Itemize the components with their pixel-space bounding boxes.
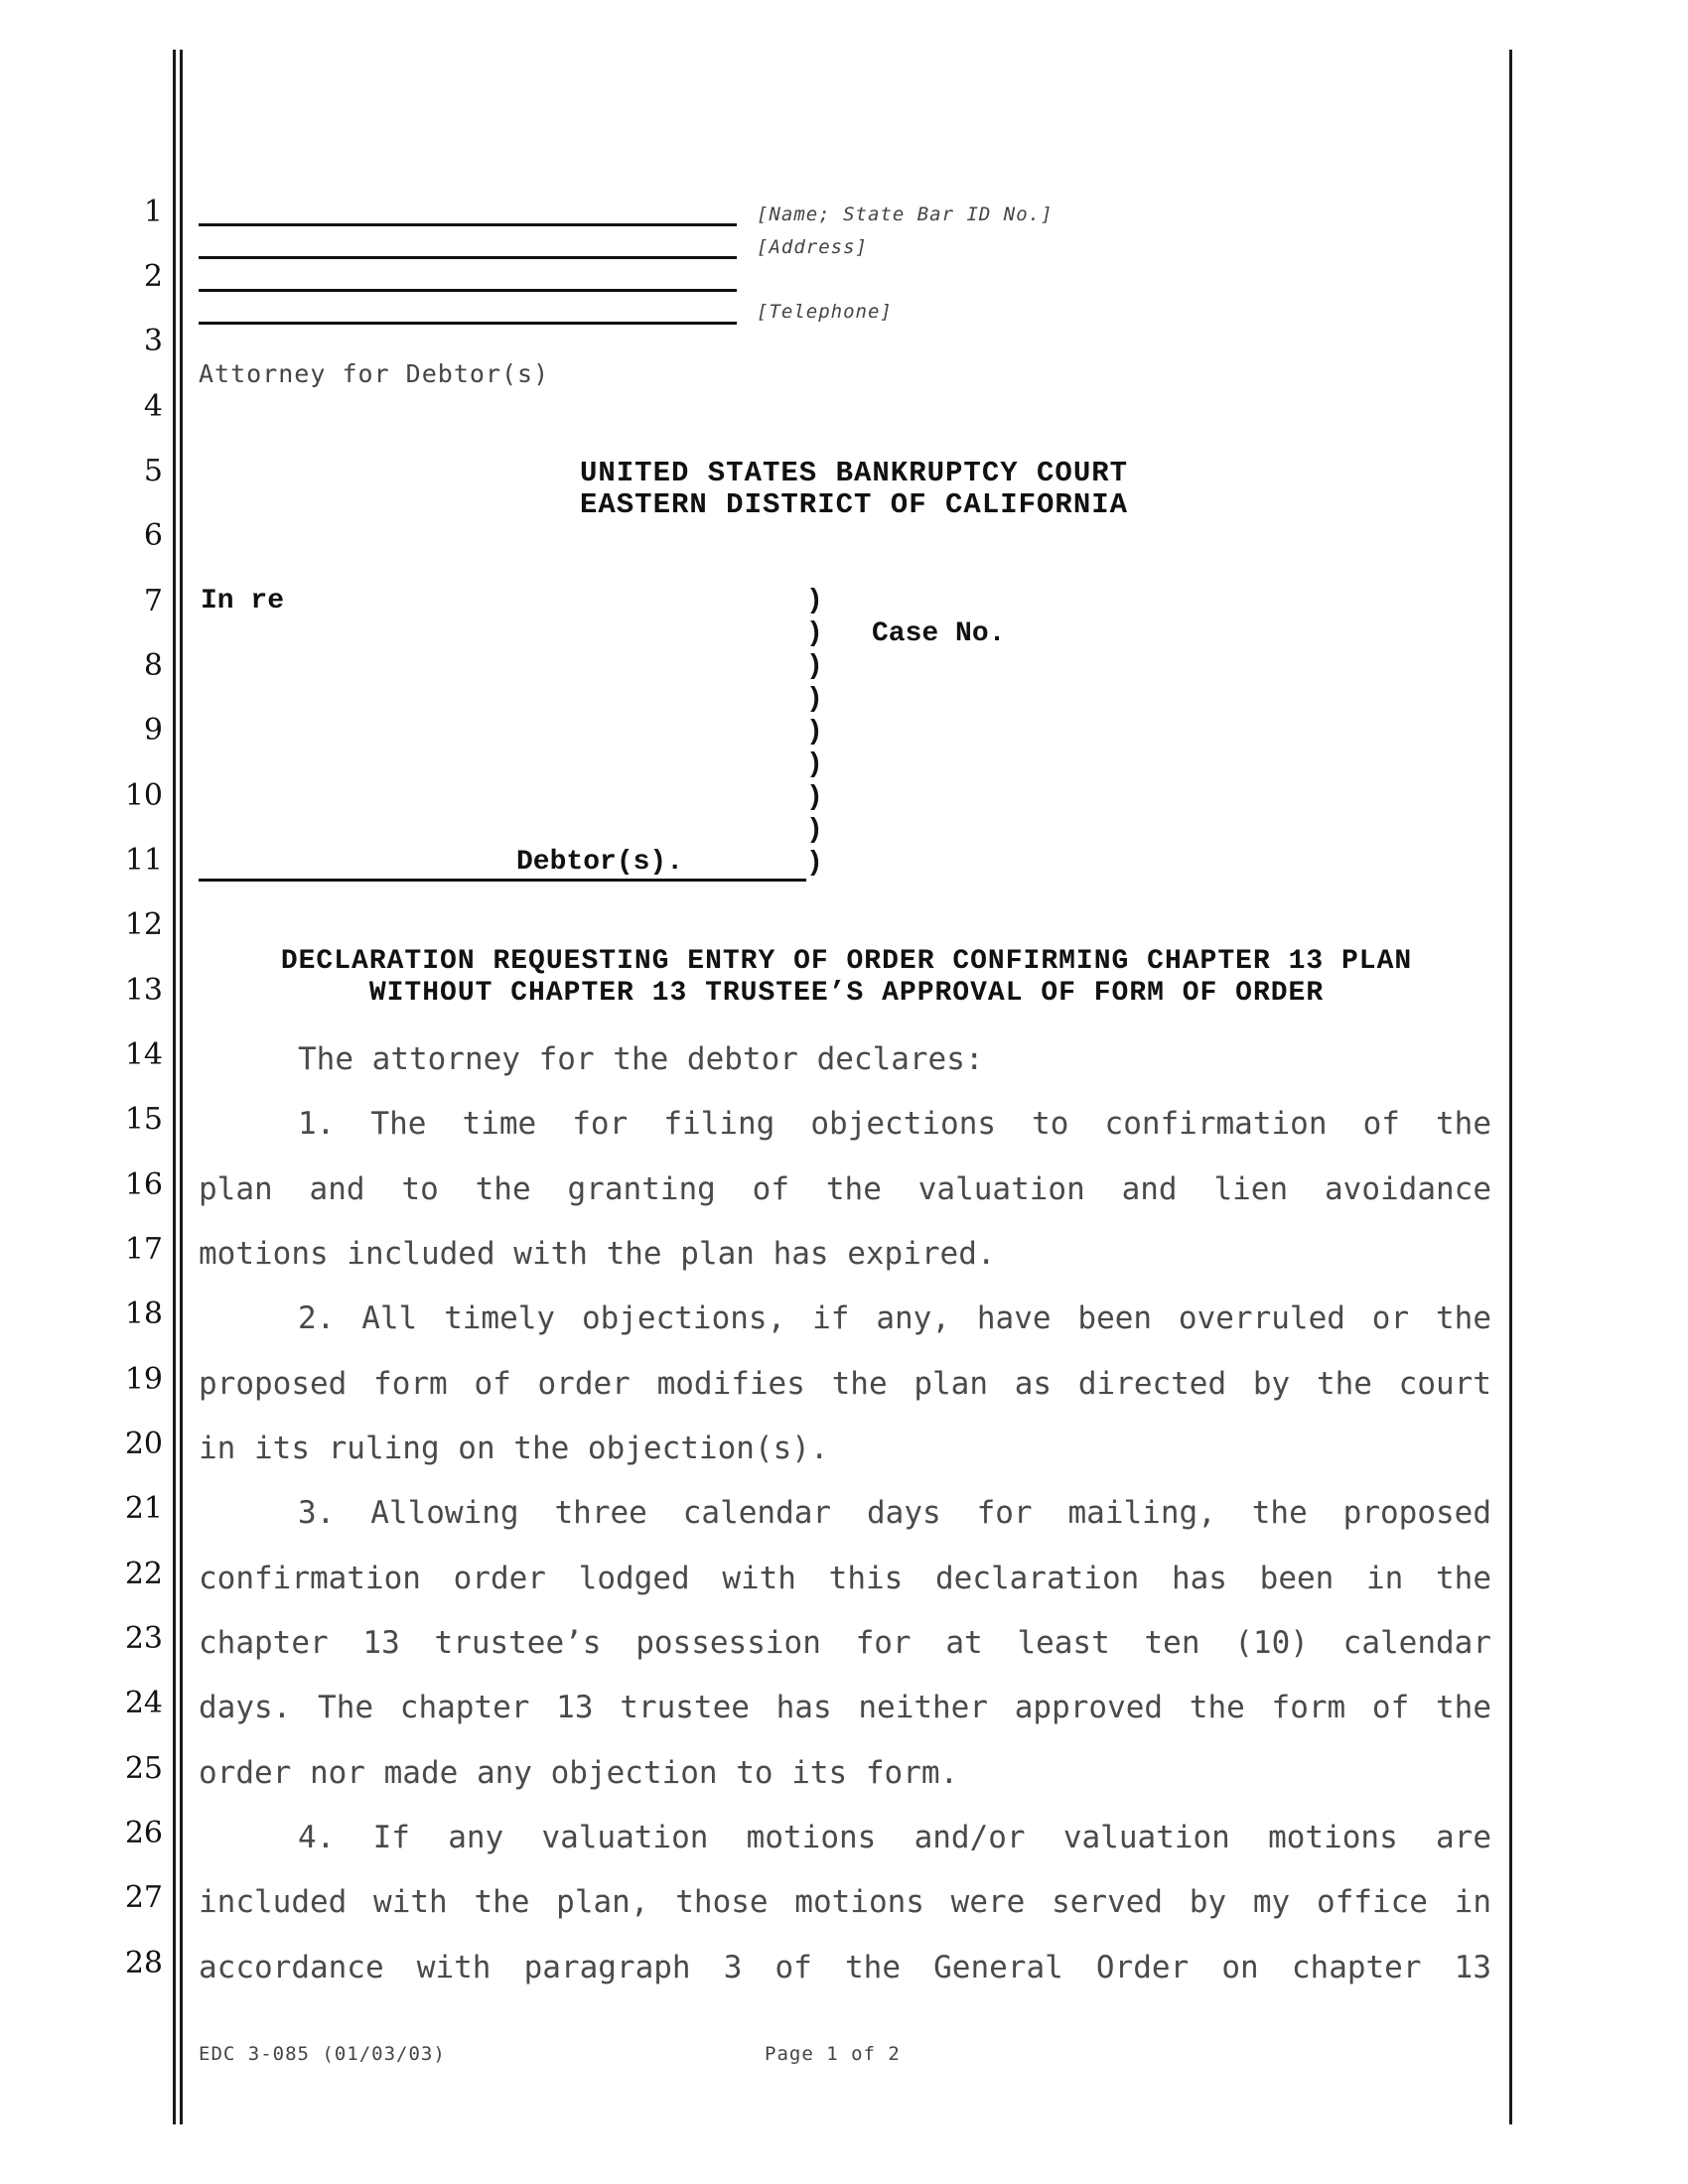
name-blank-line[interactable] xyxy=(199,223,737,226)
line-number: 1 xyxy=(143,195,163,229)
left-margin-line-inner xyxy=(180,50,183,2124)
address-blank-line-1[interactable] xyxy=(199,256,737,259)
document-title-line-1: DECLARATION REQUESTING ENTRY OF ORDER CONFIRMING CHAPTER 13 PLAN xyxy=(280,946,1413,977)
line-number: 2 xyxy=(143,259,163,294)
caption-paren: ) xyxy=(806,684,823,715)
line-number: 19 xyxy=(124,1362,163,1397)
page-number: Page 1 of 2 xyxy=(765,2043,901,2065)
line-number: 3 xyxy=(143,324,163,358)
attorney-for-label: Attorney for Debtor(s) xyxy=(199,359,550,388)
caption-paren: ) xyxy=(806,717,823,748)
right-margin-line xyxy=(1509,50,1512,2124)
court-name: UNITED STATES BANKRUPTCY COURT xyxy=(579,457,1129,489)
line-number: 5 xyxy=(143,454,163,488)
line-number: 14 xyxy=(124,1037,163,1072)
telephone-label: [Telephone] xyxy=(757,301,893,323)
body-line: confirmation order lodged with this declaration has been in the xyxy=(199,1561,1491,1596)
caption-paren: ) xyxy=(806,782,823,813)
line-number: 9 xyxy=(143,713,163,748)
body-line: proposed form of order modifies the plan as directed by the court xyxy=(199,1366,1491,1402)
body-line: order nor made any objection to its form. xyxy=(199,1755,959,1791)
body-line: accordance with paragraph 3 of the General Order on chapter 13 xyxy=(199,1950,1491,1985)
line-number: 23 xyxy=(124,1621,163,1656)
line-number: 10 xyxy=(124,778,163,813)
debtor-label: Debtor(s). xyxy=(516,847,684,878)
line-number: 8 xyxy=(143,648,163,683)
body-line: plan and to the granting of the valuation and lien avoidance xyxy=(199,1171,1491,1207)
line-number: 26 xyxy=(124,1816,163,1850)
line-number: 17 xyxy=(124,1232,163,1267)
body-line: included with the plan, those motions were served by my office in xyxy=(199,1884,1491,1920)
line-number: 12 xyxy=(124,907,163,942)
address-blank-line-2[interactable] xyxy=(199,289,737,292)
address-label: [Address] xyxy=(757,236,868,258)
case-number-label: Case No. xyxy=(872,618,1006,649)
caption-paren: ) xyxy=(806,848,823,879)
body-line: days. The chapter 13 trustee has neither approved the form of the xyxy=(199,1690,1491,1725)
caption-paren: ) xyxy=(806,586,823,616)
body-line: 2. All timely objections, if any, have been overruled or the xyxy=(298,1300,1491,1336)
body-line: 3. Allowing three calendar days for mailing, the proposed xyxy=(298,1495,1491,1531)
caption-paren: ) xyxy=(806,651,823,682)
document-title-line-2: WITHOUT CHAPTER 13 TRUSTEE’S APPROVAL OF FORM OF ORDER xyxy=(368,978,1325,1009)
line-number: 24 xyxy=(124,1686,163,1720)
line-number: 28 xyxy=(124,1946,163,1980)
line-number: 27 xyxy=(124,1880,163,1915)
caption-paren: ) xyxy=(806,750,823,780)
caption-paren: ) xyxy=(806,618,823,649)
body-line: chapter 13 trustee’s possession for at least ten (10) calendar xyxy=(199,1625,1491,1661)
line-number: 18 xyxy=(124,1297,163,1331)
line-number: 25 xyxy=(124,1751,163,1786)
body-line: motions included with the plan has expired. xyxy=(199,1236,996,1272)
caption-paren: ) xyxy=(806,815,823,846)
line-number: 6 xyxy=(143,518,163,553)
line-number: 13 xyxy=(124,973,163,1008)
line-number: 15 xyxy=(124,1102,163,1137)
line-number: 7 xyxy=(143,584,163,618)
in-re-label: In re xyxy=(201,586,285,616)
line-number: 21 xyxy=(124,1491,163,1526)
body-line: 4. If any valuation motions and/or valuation motions are xyxy=(298,1820,1491,1855)
line-number: 22 xyxy=(124,1557,163,1591)
line-number: 4 xyxy=(143,389,163,424)
line-number: 20 xyxy=(124,1427,163,1461)
body-line: 1. The time for filing objections to confirmation of the xyxy=(298,1106,1491,1142)
line-number: 16 xyxy=(124,1167,163,1202)
name-label: [Name; State Bar ID No.] xyxy=(757,204,1054,225)
form-id: EDC 3-085 (01/03/03) xyxy=(199,2043,446,2065)
telephone-blank-line[interactable] xyxy=(199,322,737,325)
left-margin-line-outer xyxy=(173,50,176,2124)
court-district: EASTERN DISTRICT OF CALIFORNIA xyxy=(579,488,1129,521)
line-number: 11 xyxy=(124,843,163,878)
body-line: in its ruling on the objection(s). xyxy=(199,1431,829,1466)
body-line: The attorney for the debtor declares: xyxy=(298,1041,984,1077)
caption-bottom-line xyxy=(199,879,806,882)
